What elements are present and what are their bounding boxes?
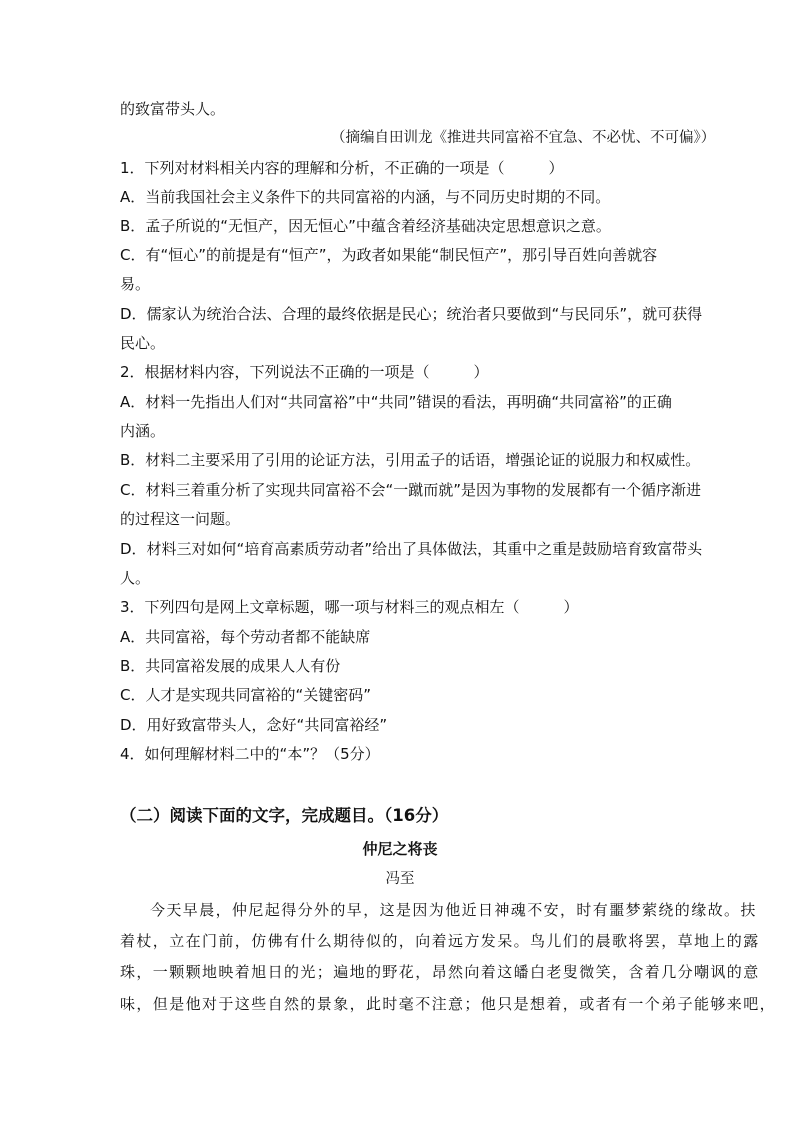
story-paragraph-line: 珠，一颗颗地映着旭日的光；遍地的野花，昂然向着这皤白老叟微笑，含着几分嘲讽的意 [120,963,760,981]
question-2-stem: 2．根据材料内容，下列说法不正确的一项是（ ） [120,363,489,381]
question-3-option-b: B．共同富裕发展的成果人人有份 [120,657,341,675]
story-paragraph-line: 味，但是他对于这些自然的景象，此时毫不注意；他只是想着，或者有一个弟子能够来吧， [120,995,777,1013]
material-end-text: 的致富带头人。 [120,100,226,118]
question-1-option-d-cont: 民心。 [120,334,166,352]
question-2-option-c-cont: 的过程这一问题。 [120,510,241,528]
question-2-option-d-cont: 人。 [120,569,151,587]
question-1-stem: 1．下列对材料相关内容的理解和分析，不正确的一项是（ ） [120,159,564,177]
story-paragraph-line: 着杖，立在门前，仿佛有什么期待似的，向着远方发呆。鸟儿们的晨歌将罢，草地上的露 [120,932,760,950]
question-1-option-d: D．儒家认为统治合法、合理的最终依据是民心；统治者只要做到“与民同乐”，就可获得 [120,305,703,323]
story-author: 冯至 [385,871,415,887]
question-3-option-c: C．人才是实现共同富裕的“关键密码” [120,686,372,704]
question-1-option-c: C．有“恒心”的前提是有“恒产”，为政者如果能“制民恒产”，那引导百姓向善就容 [120,246,658,264]
question-1-option-b: B．孟子所说的“无恒产，因无恒心”中蕴含着经济基础决定思想意识之意。 [120,217,611,235]
story-paragraph-line: 今天早晨，仲尼起得分外的早，这是因为他近日神魂不安，时有噩梦萦绕的缘故。扶 [150,901,757,919]
question-1-option-c-cont: 易。 [120,275,151,293]
source-citation: （摘编自田训龙《推进共同富裕不宜急、不必忧、不可偏》） [331,130,716,146]
question-2-option-d: D．材料三对如何“培育高素质劳动者”给出了具体做法，其重中之重是鼓励培育致富带头 [120,540,703,558]
question-1-option-a: A．当前我国社会主义条件下的共同富裕的内涵，与不同历史时期的不同。 [120,188,611,206]
section-heading: （二）阅读下面的文字，完成题目。（16分） [120,806,449,825]
question-2-option-c: C．材料三着重分析了实现共同富裕不会“一蹴而就”是因为事物的发展都有一个循序渐进 [120,481,702,499]
question-4-stem: 4．如何理解材料二中的“本”？（5分） [120,745,380,763]
question-2-option-a: A．材料一先指出人们对“共同富裕”中“共同”错误的看法，再明确“共同富裕”的正确 [120,393,672,411]
story-title: 仲尼之将丧 [362,840,438,858]
question-3-stem: 3．下列四句是网上文章标题，哪一项与材料三的观点相左（ ） [120,598,579,616]
question-2-option-b: B．材料二主要采用了引用的论证方法，引用孟子的话语，增强论证的说服力和权威性。 [120,451,701,469]
question-2-option-a-cont: 内涵。 [120,422,166,440]
question-3-option-a: A．共同富裕，每个劳动者都不能缺席 [120,628,371,646]
question-3-option-d: D．用好致富带头人，念好“共同富裕经” [120,716,388,734]
